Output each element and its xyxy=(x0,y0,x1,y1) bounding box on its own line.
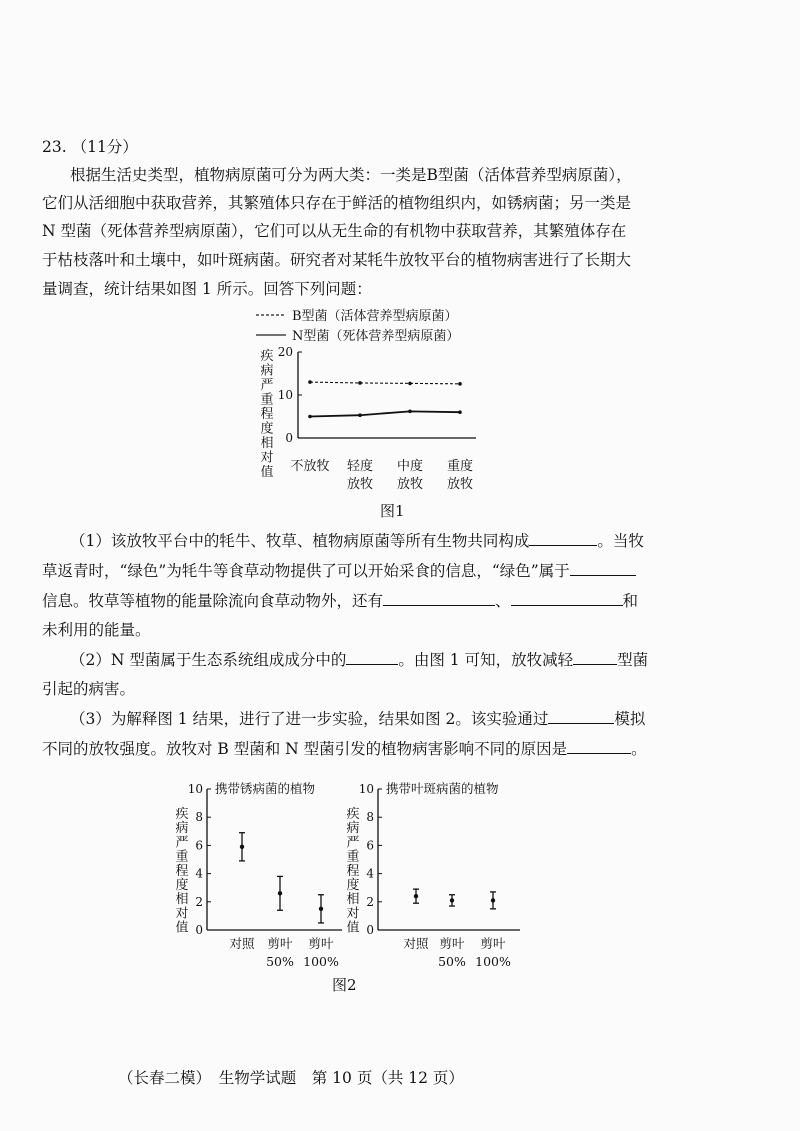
data-point xyxy=(414,894,418,898)
q1-line-2: 草返青时，“绿色”为牦牛等食草动物提供了可以开始采食的信息，“绿色”属于 xyxy=(42,560,636,582)
panel-title: 携带叶斑病菌的植物 xyxy=(386,781,499,796)
x-tick-label: 轻度 xyxy=(346,459,374,474)
data-point xyxy=(491,898,495,902)
y-axis-label-char: 值 xyxy=(175,920,189,936)
y-axis-label-char: 重 xyxy=(175,849,189,865)
y-axis-label-char: 相 xyxy=(175,892,189,908)
x-tick-label-line2: 放牧 xyxy=(396,477,424,492)
x-tick-label: 重度 xyxy=(446,459,474,474)
y-tick-label: 6 xyxy=(366,838,374,853)
question-points: （11分） xyxy=(71,138,138,156)
y-tick-label: 4 xyxy=(366,866,374,881)
y-axis-label-char: 疾 xyxy=(260,349,274,364)
panel-title: 携带锈病菌的植物 xyxy=(215,781,316,796)
y-tick-label: 2 xyxy=(195,894,203,909)
answer-blank-reason[interactable] xyxy=(567,739,631,754)
data-point xyxy=(240,845,244,849)
y-axis-label-char: 度 xyxy=(175,878,189,893)
y-tick-label: 6 xyxy=(195,838,203,853)
y-axis-label-char: 严 xyxy=(175,835,189,851)
y-tick-label: 10 xyxy=(277,388,293,402)
q1-line-4: 未利用的能量。 xyxy=(42,621,151,639)
y-axis-label-char: 病 xyxy=(175,821,189,837)
y-axis-label-char: 对 xyxy=(260,450,274,466)
x-tick-label-line2: 100% xyxy=(303,954,339,969)
figure-2-left-chart xyxy=(172,774,347,974)
x-tick-label: 中度 xyxy=(396,459,424,474)
data-point xyxy=(278,891,282,895)
x-tick-label: 剪叶 xyxy=(439,936,465,951)
y-axis-label-char: 对 xyxy=(346,906,360,922)
q1-line-3: 信息。牧草等植物的能量除流向食草动物外，还有 、 和 xyxy=(42,592,639,610)
answer-blank-energy-2[interactable] xyxy=(511,591,623,606)
y-axis-label-char: 程 xyxy=(260,407,274,422)
y-tick-label: 2 xyxy=(366,894,374,909)
figure-2-right-chart xyxy=(340,774,525,974)
x-tick-label-line2: 50% xyxy=(266,954,294,969)
y-axis-label-char: 重 xyxy=(346,849,360,865)
intro-line-5: 量调查，统计结果如图 1 所示。回答下列问题： xyxy=(42,280,372,298)
answer-blank-energy-1[interactable] xyxy=(383,591,495,606)
intro-line-2: 它们从活细胞中获取营养，其繁殖体只存在于鲜活的植物组织内，如锈病菌；另一类是 xyxy=(42,194,632,212)
q3-line-2: 不同的放牧强度。放牧对 B 型菌和 N 型菌引发的植物病害影响不同的原因是 。 xyxy=(42,740,647,758)
series-n-point xyxy=(408,410,412,414)
y-axis-label-char: 度 xyxy=(346,878,360,893)
q3-line-1: （3）为解释图 1 结果，进行了进一步实验，结果如图 2。该实验通过 模拟 xyxy=(70,710,646,728)
question-number: 23. xyxy=(42,138,67,156)
series-b-point xyxy=(358,381,362,385)
figure-1-caption: 图1 xyxy=(380,502,405,520)
y-axis-label-char: 程 xyxy=(346,863,360,879)
x-tick-label-line2: 100% xyxy=(475,954,511,969)
answer-blank-method[interactable] xyxy=(548,709,614,724)
y-tick-label: 0 xyxy=(195,923,203,937)
y-tick-label: 0 xyxy=(366,923,374,937)
answer-blank-fungus-type[interactable] xyxy=(573,650,617,665)
q1-line-1: （1）该放牧平台中的牦牛、牧草、植物病原菌等所有生物共同构成 。当牧 xyxy=(70,532,644,550)
y-axis-label-char: 疾 xyxy=(175,807,189,822)
x-tick-label-line2: 放牧 xyxy=(446,477,474,492)
x-tick-label: 剪叶 xyxy=(480,936,506,951)
y-axis-label-char: 重 xyxy=(260,392,274,408)
x-tick-label: 不放牧 xyxy=(290,459,330,474)
answer-blank-community[interactable] xyxy=(529,531,597,546)
x-tick-label-line2: 50% xyxy=(438,954,466,969)
figure-1-chart xyxy=(240,302,500,502)
y-axis-label-char: 病 xyxy=(260,363,274,379)
legend-b-label: B型菌（活体营养型病原菌） xyxy=(292,309,458,324)
q2-line-1: （2）N 型菌属于生态系统组成成分中的 。由图 1 可知，放牧减轻 型菌 xyxy=(70,651,649,669)
y-axis-label-char: 严 xyxy=(260,378,274,393)
y-axis-label-char: 病 xyxy=(346,821,360,837)
data-point xyxy=(450,898,454,902)
y-axis-label-char: 相 xyxy=(346,892,360,908)
y-axis-label-char: 度 xyxy=(260,421,274,437)
x-tick-label: 对照 xyxy=(229,936,255,951)
series-n-point xyxy=(458,410,462,414)
series-b-point xyxy=(308,380,312,384)
x-tick-label: 剪叶 xyxy=(308,936,334,951)
y-axis-label-char: 相 xyxy=(260,436,274,451)
series-b-point xyxy=(458,382,462,386)
y-axis-label-char: 对 xyxy=(175,906,189,922)
answer-blank-info-type[interactable] xyxy=(570,561,636,576)
y-axis-label-char: 程 xyxy=(175,863,189,879)
question-header xyxy=(42,136,138,158)
answer-blank-component[interactable] xyxy=(346,650,398,665)
y-tick-label: 10 xyxy=(187,782,203,796)
y-tick-label: 10 xyxy=(358,782,374,796)
x-tick-label: 对照 xyxy=(403,936,429,951)
y-tick-label: 8 xyxy=(195,810,203,825)
y-axis-label-char: 值 xyxy=(260,465,274,480)
series-b-point xyxy=(408,382,412,386)
x-tick-label-line2: 放牧 xyxy=(346,477,374,492)
intro-line-1: 根据生活史类型，植物病原菌可分为两大类：一类是B型菌（活体营养型病原菌）， xyxy=(70,166,632,184)
series-n-line xyxy=(310,411,460,416)
series-b-line xyxy=(310,382,460,384)
y-tick-label: 4 xyxy=(195,866,203,881)
data-point xyxy=(319,907,323,911)
intro-line-4: 于枯枝落叶和土壤中，如叶斑病菌。研究者对某牦牛放牧平台的植物病害进行了长期大 xyxy=(42,251,632,269)
x-tick-label: 剪叶 xyxy=(267,936,293,951)
intro-line-3: N 型菌（死体营养型病原菌），它们可以从无生命的有机物中获取营养，其繁殖体存在 xyxy=(42,222,627,240)
y-axis-label-char: 疾 xyxy=(346,807,360,822)
y-tick-label: 0 xyxy=(285,431,293,445)
y-axis-label-char: 严 xyxy=(346,835,360,851)
page-footer: （长春二模） 生物学试题 第 10 页（共 12 页） xyxy=(118,1069,464,1087)
y-axis-label-char: 值 xyxy=(346,920,360,936)
y-tick-label: 8 xyxy=(366,810,374,825)
figure-2-caption: 图2 xyxy=(332,976,357,994)
series-n-point xyxy=(358,413,362,417)
legend-n-label: N型菌（死体营养型病原菌） xyxy=(292,329,460,344)
series-n-point xyxy=(308,415,312,419)
y-tick-label: 20 xyxy=(277,345,293,359)
q2-line-2: 引起的病害。 xyxy=(42,680,136,698)
